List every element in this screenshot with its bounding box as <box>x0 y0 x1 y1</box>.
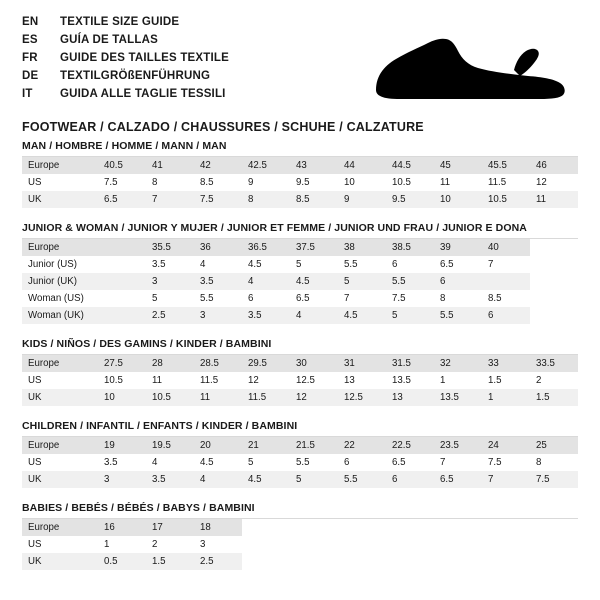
size-cell: 2.5 <box>146 307 194 324</box>
size-cell: 3.5 <box>194 273 242 290</box>
size-cell: 31.5 <box>386 355 434 372</box>
size-cell: 12.5 <box>338 389 386 406</box>
size-cell: 2.5 <box>194 553 242 570</box>
size-cell: 6.5 <box>440 259 454 270</box>
language-code: EN <box>22 16 39 28</box>
size-cell: 8 <box>440 293 446 304</box>
size-cell: 5 <box>248 457 254 468</box>
row-label: Europe <box>22 239 98 256</box>
table-row <box>22 174 578 191</box>
language-label: TEXTILGRÖßENFÜHRUNG <box>60 70 211 82</box>
language-label: TEXTILE SIZE GUIDE <box>60 16 180 28</box>
size-cell: 3.5 <box>242 307 290 324</box>
row-label: US <box>28 457 42 468</box>
size-cell: 2 <box>152 539 158 550</box>
size-cell: 5.5 <box>344 259 358 270</box>
table-row <box>22 437 578 454</box>
size-cell: 3 <box>194 307 242 324</box>
size-cell: 5 <box>296 259 302 270</box>
size-cell: 7.5 <box>530 471 578 488</box>
document-header <box>22 16 578 134</box>
size-cell: 33 <box>482 355 530 372</box>
language-label: GUÍA DE TALLAS <box>60 34 158 46</box>
size-cell: 10.5 <box>146 389 194 406</box>
size-cell: 5 <box>338 273 386 290</box>
size-cell: 5.5 <box>338 471 386 488</box>
size-table <box>22 157 578 208</box>
size-cell: 19.5 <box>146 437 194 454</box>
size-cell: 10 <box>98 389 146 406</box>
size-cell: 20 <box>194 437 242 454</box>
size-cell: 7 <box>440 457 446 468</box>
size-cell: 12 <box>248 375 259 386</box>
row-label: US <box>28 375 42 386</box>
size-cell: 6 <box>482 307 530 324</box>
size-cell: 17 <box>146 519 194 536</box>
size-section-title: CHILDREN / INFANTIL / ENFANTS / KINDER / BAMBINI <box>22 420 578 437</box>
size-cell: 1.5 <box>146 553 194 570</box>
table-row <box>22 471 578 488</box>
size-cell: 30 <box>290 355 338 372</box>
size-cell: 46 <box>530 157 578 174</box>
size-cell <box>98 273 146 290</box>
size-cell: 11 <box>440 177 451 188</box>
size-cell: 2 <box>536 375 542 386</box>
size-cell: 22 <box>338 437 386 454</box>
size-cell: 5.5 <box>200 293 214 304</box>
size-cell: 33.5 <box>530 355 578 372</box>
size-cell: 7.5 <box>104 177 118 188</box>
size-cell: 11 <box>194 389 242 406</box>
size-cell: 5 <box>152 293 158 304</box>
size-cell: 4 <box>152 457 158 468</box>
size-cell <box>98 290 146 307</box>
row-label: Europe <box>22 437 98 454</box>
table-row <box>22 239 530 256</box>
size-cell: 0.5 <box>98 553 146 570</box>
size-cell: 11.5 <box>242 389 290 406</box>
size-cell: 22.5 <box>386 437 434 454</box>
size-cell: 40.5 <box>98 157 146 174</box>
size-cell: 13 <box>386 389 434 406</box>
size-cell: 36.5 <box>242 239 290 256</box>
size-cell: 7.5 <box>488 457 502 468</box>
row-label: Junior (US) <box>28 259 77 270</box>
size-cell: 3 <box>200 539 206 550</box>
size-cell: 7 <box>488 259 494 270</box>
size-section <box>22 502 578 570</box>
size-cell: 42.5 <box>242 157 290 174</box>
size-cell: 27.5 <box>98 355 146 372</box>
size-cell: 25 <box>530 437 578 454</box>
size-cell: 6 <box>344 457 350 468</box>
size-sections <box>22 140 578 570</box>
table-row <box>22 553 242 570</box>
dress-shoe-icon <box>370 32 570 102</box>
table-row <box>22 273 530 290</box>
size-cell <box>98 307 146 324</box>
size-cell: 4 <box>290 307 338 324</box>
size-table <box>22 239 530 324</box>
row-label: US <box>28 177 42 188</box>
size-cell: 5 <box>386 307 434 324</box>
size-section <box>22 420 578 488</box>
size-cell: 21.5 <box>290 437 338 454</box>
size-cell: 3.5 <box>104 457 118 468</box>
table-row <box>22 355 578 372</box>
size-cell: 8.5 <box>290 191 338 208</box>
language-label: GUIDE DES TAILLES TEXTILE <box>60 52 229 64</box>
size-cell: 28.5 <box>194 355 242 372</box>
size-cell: 13 <box>344 375 355 386</box>
size-cell: 11.5 <box>200 375 219 386</box>
size-cell: 11.5 <box>488 177 507 188</box>
size-cell: 6 <box>248 293 254 304</box>
size-cell: 12 <box>536 177 547 188</box>
size-cell: 6.5 <box>434 471 482 488</box>
size-cell: 7 <box>482 471 530 488</box>
size-cell: 4.5 <box>200 457 214 468</box>
size-cell <box>98 239 146 256</box>
size-cell: 1.5 <box>488 375 502 386</box>
size-cell: 4 <box>194 471 242 488</box>
row-label: Woman (US) <box>28 293 84 304</box>
table-row <box>22 389 578 406</box>
size-cell: 9 <box>248 177 254 188</box>
row-label: Europe <box>22 355 98 372</box>
size-table <box>22 437 578 488</box>
size-section <box>22 338 578 406</box>
size-cell: 3 <box>146 273 194 290</box>
size-cell: 1 <box>440 375 446 386</box>
size-section-title: MAN / HOMBRE / HOMME / MANN / MAN <box>22 140 578 157</box>
size-cell: 13.5 <box>392 375 411 386</box>
size-cell: 8.5 <box>200 177 214 188</box>
size-table <box>22 355 578 406</box>
table-row <box>22 290 530 307</box>
size-cell: 11 <box>152 375 163 386</box>
size-cell: 5.5 <box>296 457 310 468</box>
size-cell: 7.5 <box>194 191 242 208</box>
size-cell: 19 <box>98 437 146 454</box>
category-title: FOOTWEAR / CALZADO / CHAUSSURES / SCHUHE / CALZATURE <box>22 120 424 134</box>
size-cell: 42 <box>194 157 242 174</box>
size-cell: 8.5 <box>488 293 502 304</box>
size-cell: 45.5 <box>482 157 530 174</box>
row-label: Europe <box>22 157 98 174</box>
size-cell: 9.5 <box>386 191 434 208</box>
size-cell: 4.5 <box>248 259 262 270</box>
size-cell: 6 <box>392 259 398 270</box>
row-label: UK <box>22 389 98 406</box>
row-label: UK <box>22 471 98 488</box>
size-cell: 23.5 <box>434 437 482 454</box>
size-cell: 18 <box>194 519 242 536</box>
size-cell: 9.5 <box>296 177 310 188</box>
size-cell: 44 <box>338 157 386 174</box>
size-cell: 10 <box>344 177 355 188</box>
size-cell <box>482 273 530 290</box>
table-row <box>22 536 242 553</box>
size-cell: 45 <box>434 157 482 174</box>
language-code: FR <box>22 52 38 64</box>
size-cell: 35.5 <box>146 239 194 256</box>
size-cell: 37.5 <box>290 239 338 256</box>
table-row <box>22 519 242 536</box>
row-label: Junior (UK) <box>22 273 98 290</box>
size-cell: 9 <box>338 191 386 208</box>
row-label: Woman (UK) <box>22 307 98 324</box>
size-cell: 13.5 <box>434 389 482 406</box>
size-section <box>22 140 578 208</box>
size-cell: 4.5 <box>242 471 290 488</box>
table-row <box>22 454 578 471</box>
row-label: Europe <box>22 519 98 536</box>
size-cell: 28 <box>146 355 194 372</box>
size-cell: 31 <box>338 355 386 372</box>
size-section-title: BABIES / BEBÉS / BÉBÉS / BABYS / BAMBINI <box>22 502 578 519</box>
size-cell: 38 <box>338 239 386 256</box>
size-cell: 5.5 <box>434 307 482 324</box>
size-cell: 3.5 <box>152 259 166 270</box>
size-cell: 6 <box>434 273 482 290</box>
size-cell: 4 <box>242 273 290 290</box>
size-cell: 10 <box>434 191 482 208</box>
size-cell: 6 <box>386 471 434 488</box>
size-cell: 41 <box>146 157 194 174</box>
size-cell: 40 <box>482 239 530 256</box>
size-cell: 4.5 <box>290 273 338 290</box>
size-cell: 6.5 <box>296 293 310 304</box>
size-cell: 16 <box>98 519 146 536</box>
size-cell: 29.5 <box>242 355 290 372</box>
size-cell: 10.5 <box>104 375 123 386</box>
size-cell: 7.5 <box>392 293 406 304</box>
size-cell: 1 <box>482 389 530 406</box>
size-cell: 4.5 <box>338 307 386 324</box>
size-cell: 4 <box>200 259 206 270</box>
row-label: US <box>28 539 42 550</box>
language-code: DE <box>22 70 39 82</box>
size-cell: 8 <box>536 457 542 468</box>
size-cell: 3.5 <box>146 471 194 488</box>
size-section <box>22 222 578 324</box>
size-cell: 7 <box>146 191 194 208</box>
size-cell: 43 <box>290 157 338 174</box>
size-cell: 6.5 <box>392 457 406 468</box>
size-cell: 39 <box>434 239 482 256</box>
language-label: GUIDA ALLE TAGLIE TESSILI <box>60 88 226 100</box>
size-cell: 1.5 <box>530 389 578 406</box>
size-cell: 11 <box>530 191 578 208</box>
size-table <box>22 519 242 570</box>
size-cell: 7 <box>344 293 350 304</box>
language-code: ES <box>22 34 38 46</box>
size-cell: 5 <box>290 471 338 488</box>
size-cell: 44.5 <box>386 157 434 174</box>
size-section-title: KIDS / NIÑOS / DES GAMINS / KINDER / BAMBINI <box>22 338 578 355</box>
size-section-title: JUNIOR & WOMAN / JUNIOR Y MUJER / JUNIOR ET FEMME / JUNIOR UND FRAU / JUNIOR E DONA <box>22 222 578 239</box>
table-row <box>22 157 578 174</box>
table-row <box>22 191 578 208</box>
size-cell: 24 <box>482 437 530 454</box>
size-cell: 32 <box>434 355 482 372</box>
size-cell: 8 <box>152 177 158 188</box>
row-label: UK <box>22 191 98 208</box>
size-cell: 36 <box>194 239 242 256</box>
row-label: UK <box>22 553 98 570</box>
size-cell: 6.5 <box>98 191 146 208</box>
size-cell: 3 <box>98 471 146 488</box>
size-cell: 1 <box>104 539 110 550</box>
table-row <box>22 256 530 273</box>
size-cell: 12.5 <box>296 375 315 386</box>
language-code: IT <box>22 88 33 100</box>
size-cell: 5.5 <box>386 273 434 290</box>
table-row <box>22 372 578 389</box>
size-cell <box>98 256 146 273</box>
size-cell: 8 <box>242 191 290 208</box>
size-cell: 38.5 <box>386 239 434 256</box>
size-cell: 10.5 <box>392 177 411 188</box>
size-cell: 10.5 <box>482 191 530 208</box>
size-cell: 21 <box>242 437 290 454</box>
size-cell: 12 <box>290 389 338 406</box>
table-row <box>22 307 530 324</box>
